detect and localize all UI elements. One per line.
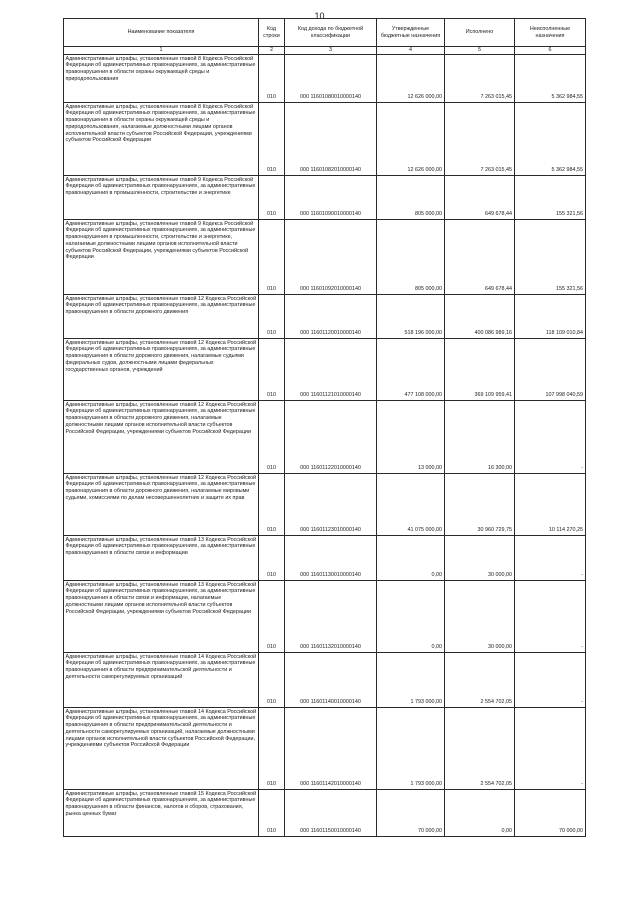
approved-amount: 12 626 000,00: [377, 103, 445, 176]
indicator-name: Административные штрафы, установленные главой 15 Кодекса Российской Федерации об административных правонарушениях, за административные правонарушения в области финансов, налогов и сборов, страхования, рынка ценных бумаг: [64, 790, 259, 837]
unexecuted-amount: 155 321,56: [515, 220, 586, 295]
line-code: 010: [259, 653, 285, 708]
indicator-name: Административные штрафы, установленные главой 8 Кодекса Российской Федерации об административных правонарушениях, за административные правонарушения в области охраны окружающей среды и природопользования, налагаемые должностными лицами органов исполнительной власти субъектов Российской Федерации, учреждениями субъектов Российской Федерации: [64, 103, 259, 176]
approved-amount: 70 000,00: [377, 790, 445, 837]
table-row: [64, 474, 586, 536]
table-row: [64, 295, 586, 339]
executed-amount: 2 554 702,05: [445, 653, 515, 708]
income-code: 000 11601120010000140: [285, 295, 377, 339]
executed-amount: 369 109 959,41: [445, 339, 515, 401]
approved-amount: 518 196 000,00: [377, 295, 445, 339]
unexecuted-amount: -: [515, 401, 586, 474]
indicator-name: Административные штрафы, установленные главой 13 Кодекса Российской Федерации об административных правонарушениях, за административные правонарушения в области связи и информации: [64, 536, 259, 581]
unexecuted-amount: -: [515, 581, 586, 653]
unexecuted-amount: -: [515, 708, 586, 790]
unexecuted-amount: 155 321,56: [515, 176, 586, 220]
executed-amount: 400 086 989,16: [445, 295, 515, 339]
executed-amount: 16 300,00: [445, 401, 515, 474]
line-code: 010: [259, 55, 285, 103]
income-code: 000 11601132010000140: [285, 581, 377, 653]
approved-amount: 41 075 000,00: [377, 474, 445, 536]
income-code: 000 11601150010000140: [285, 790, 377, 837]
line-code: 010: [259, 339, 285, 401]
executed-amount: 0,00: [445, 790, 515, 837]
income-code: 000 11601142010000140: [285, 708, 377, 790]
income-code: 000 11601092010000140: [285, 220, 377, 295]
line-code: 010: [259, 474, 285, 536]
table-row: [64, 55, 586, 103]
approved-amount: 1 793 000,00: [377, 708, 445, 790]
header-unexecuted: Неисполненные назначения: [515, 19, 586, 47]
line-code: 010: [259, 176, 285, 220]
executed-amount: 7 263 015,45: [445, 55, 515, 103]
column-number: 3: [285, 47, 377, 55]
indicator-name: Административные штрафы, установленные главой 12 Кодекса Российской Федерации об административных правонарушениях, за административные правонарушения в области дорожного движения: [64, 295, 259, 339]
header-income-code: Код дохода по бюджетной классификации: [285, 19, 377, 47]
column-number: 5: [445, 47, 515, 55]
header-name: Наименование показателя: [64, 19, 259, 47]
header-line-code: Код строки: [259, 19, 285, 47]
executed-amount: 30 000,00: [445, 536, 515, 581]
unexecuted-amount: 5 362 984,55: [515, 103, 586, 176]
approved-amount: 805 000,00: [377, 176, 445, 220]
income-code: 000 11601090010000140: [285, 176, 377, 220]
line-code: 010: [259, 536, 285, 581]
column-number: 2: [259, 47, 285, 55]
page-number: 10: [314, 11, 325, 21]
indicator-name: Административные штрафы, установленные главой 14 Кодекса Российской Федерации об административных правонарушениях, за административные правонарушения в области предпринимательской деятельности и деятельности саморегулируемых организаций: [64, 653, 259, 708]
executed-amount: 2 554 702,05: [445, 708, 515, 790]
table-row: [64, 401, 586, 474]
table-row: [64, 790, 586, 837]
unexecuted-amount: 107 998 040,59: [515, 339, 586, 401]
line-code: 010: [259, 220, 285, 295]
line-code: 010: [259, 790, 285, 837]
unexecuted-amount: -: [515, 536, 586, 581]
approved-amount: 1 793 000,00: [377, 653, 445, 708]
approved-amount: 13 000,00: [377, 401, 445, 474]
table-row: [64, 536, 586, 581]
column-number: 1: [64, 47, 259, 55]
indicator-name: Административные штрафы, установленные главой 12 Кодекса Российской Федерации об административных правонарушениях, за административные правонарушения в области дорожного движения, налагаемые судьями федеральных судов, должностными лицами федеральных государственных органов, учреждений: [64, 339, 259, 401]
table-row: [64, 103, 586, 176]
indicator-name: Административные штрафы, установленные главой 13 Кодекса Российской Федерации об административных правонарушениях, за административные правонарушения в области связи и информации, налагаемые должностными лицами органов исполнительной власти субъектов Российской Федерации, учреждениями субъектов Российской Федерации: [64, 581, 259, 653]
budget-income-table: [63, 18, 586, 837]
header-executed: Исполнено: [445, 19, 515, 47]
executed-amount: 30 000,00: [445, 581, 515, 653]
header-approved: Утвержденные бюджетные назначения: [377, 19, 445, 47]
indicator-name: Административные штрафы, установленные главой 12 Кодекса Российской Федерации об административных правонарушениях, за административные правонарушения в области дорожного движения, налагаемые мировыми судьями, комиссиями по делам несовершеннолетних и защите их прав: [64, 474, 259, 536]
income-code: 000 11601123010000140: [285, 474, 377, 536]
income-code: 000 11601140010000140: [285, 653, 377, 708]
income-code: 000 11601121010000140: [285, 339, 377, 401]
line-code: 010: [259, 295, 285, 339]
unexecuted-amount: 5 362 984,55: [515, 55, 586, 103]
indicator-name: Административные штрафы, установленные главой 9 Кодекса Российской Федерации об административных правонарушениях, за административные правонарушения в промышленности, строительстве и энергетике: [64, 176, 259, 220]
income-code: 000 11601082010000140: [285, 103, 377, 176]
table-row: [64, 176, 586, 220]
table-row: [64, 708, 586, 790]
approved-amount: 477 108 000,00: [377, 339, 445, 401]
income-code: 000 11601080010000140: [285, 55, 377, 103]
table-row: [64, 581, 586, 653]
executed-amount: 649 678,44: [445, 220, 515, 295]
executed-amount: 7 263 015,45: [445, 103, 515, 176]
table-column-number-row: [64, 47, 586, 55]
indicator-name: Административные штрафы, установленные главой 14 Кодекса Российской Федерации об административных правонарушениях, за административные правонарушения в области предпринимательской деятельности и деятельности саморегулируемых организаций, налагаемые должностными лицами органов исполнительной власти субъектов Российской Федерации, учреждениями субъектов Российской Федерации: [64, 708, 259, 790]
indicator-name: Административные штрафы, установленные главой 9 Кодекса Российской Федерации об административных правонарушениях, за административные правонарушения в промышленности, строительстве и энергетике, налагаемые должностными лицами органов исполнительной власти субъектов Российской Федерации, учреждениями субъектов Российской Федерации: [64, 220, 259, 295]
table-row: [64, 339, 586, 401]
executed-amount: 30 960 729,75: [445, 474, 515, 536]
indicator-name: Административные штрафы, установленные главой 8 Кодекса Российской Федерации об административных правонарушениях, за административные правонарушения в области охраны окружающей среды и природопользования: [64, 55, 259, 103]
executed-amount: 649 678,44: [445, 176, 515, 220]
approved-amount: 805 000,00: [377, 220, 445, 295]
table-header-row: [64, 19, 586, 47]
approved-amount: 0,00: [377, 581, 445, 653]
unexecuted-amount: 118 109 010,84: [515, 295, 586, 339]
income-code: 000 11601130010000140: [285, 536, 377, 581]
table-row: [64, 653, 586, 708]
table-row: [64, 220, 586, 295]
unexecuted-amount: 10 114 270,25: [515, 474, 586, 536]
line-code: 010: [259, 708, 285, 790]
line-code: 010: [259, 581, 285, 653]
unexecuted-amount: 70 000,00: [515, 790, 586, 837]
indicator-name: Административные штрафы, установленные главой 12 Кодекса Российской Федерации об административных правонарушениях, за административные правонарушения в области дорожного движения, налагаемые должностными лицами органов исполнительной власти субъектов Российской Федерации, учреждениями субъектов Российской Федерации: [64, 401, 259, 474]
line-code: 010: [259, 103, 285, 176]
unexecuted-amount: -: [515, 653, 586, 708]
income-code: 000 11601122010000140: [285, 401, 377, 474]
approved-amount: 12 626 000,00: [377, 55, 445, 103]
column-number: 4: [377, 47, 445, 55]
line-code: 010: [259, 401, 285, 474]
column-number: 6: [515, 47, 586, 55]
approved-amount: 0,00: [377, 536, 445, 581]
